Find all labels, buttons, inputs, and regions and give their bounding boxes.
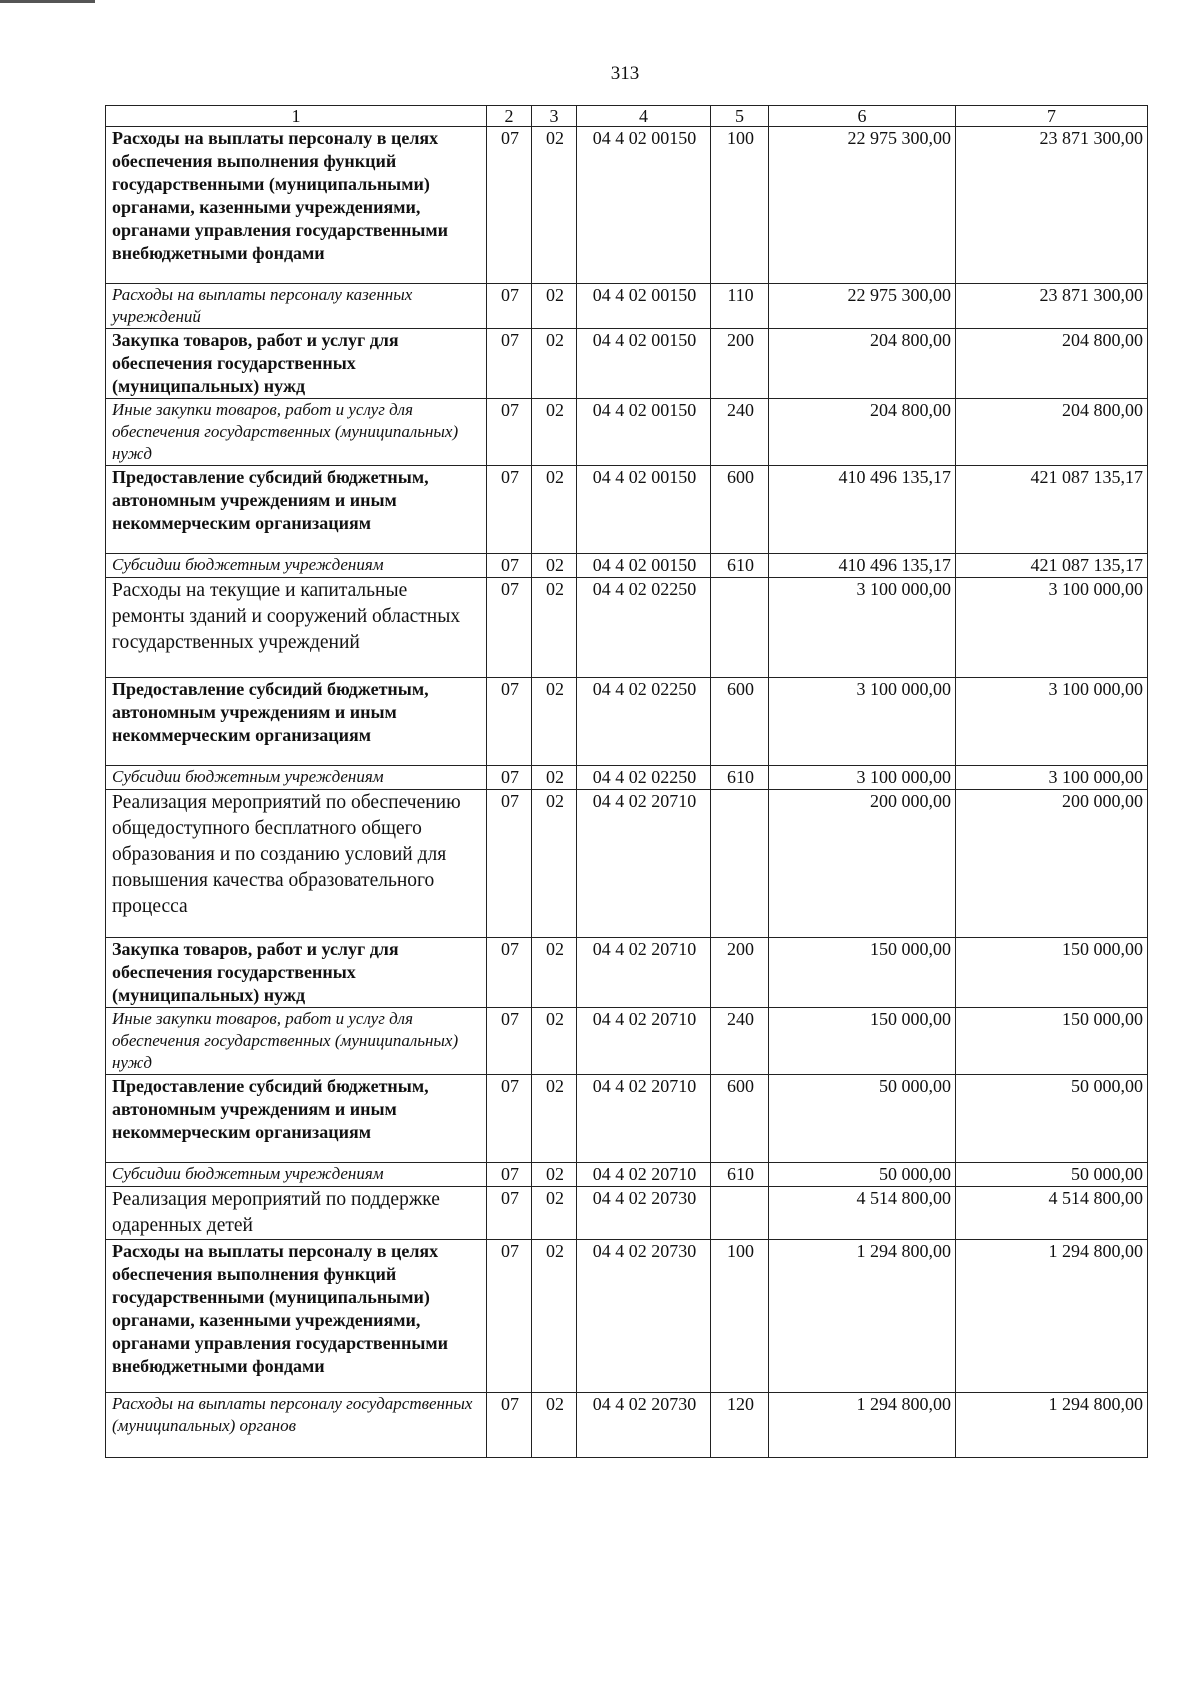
row-target-code: 04 4 02 00150 [577, 554, 711, 578]
row-name: Предоставление субсидий бюджетным, автономным учреждениям и иным некоммерческим организациям [106, 1075, 487, 1163]
row-subsection: 02 [532, 329, 577, 399]
row-expense-type [711, 578, 769, 678]
row-amount-1: 204 800,00 [769, 399, 956, 466]
row-section: 07 [487, 1075, 532, 1163]
row-amount-1: 410 496 135,17 [769, 554, 956, 578]
header-col-1: 1 [106, 106, 487, 127]
row-section: 07 [487, 399, 532, 466]
row-subsection: 02 [532, 766, 577, 790]
row-amount-2: 200 000,00 [956, 790, 1148, 938]
table-row [106, 1393, 1148, 1458]
row-amount-1: 22 975 300,00 [769, 127, 956, 284]
header-col-2: 2 [487, 106, 532, 127]
table-row [106, 284, 1148, 329]
row-subsection: 02 [532, 1163, 577, 1187]
row-subsection: 02 [532, 1008, 577, 1075]
row-section: 07 [487, 1393, 532, 1458]
table-row [106, 578, 1148, 678]
row-section: 07 [487, 678, 532, 766]
header-col-4: 4 [577, 106, 711, 127]
row-subsection: 02 [532, 938, 577, 1008]
row-expense-type [711, 790, 769, 938]
row-amount-2: 204 800,00 [956, 399, 1148, 466]
row-expense-type: 240 [711, 399, 769, 466]
row-subsection: 02 [532, 1393, 577, 1458]
row-subsection: 02 [532, 578, 577, 678]
row-name: Иные закупки товаров, работ и услуг для обеспечения государственных (муниципальных) нужд [106, 1008, 487, 1075]
row-amount-1: 50 000,00 [769, 1075, 956, 1163]
row-section: 07 [487, 1240, 532, 1393]
row-expense-type: 100 [711, 1240, 769, 1393]
row-amount-2: 204 800,00 [956, 329, 1148, 399]
row-name: Расходы на текущие и капитальные ремонты зданий и сооружений областных государственных учреждений [106, 578, 487, 678]
row-subsection: 02 [532, 554, 577, 578]
row-subsection: 02 [532, 1187, 577, 1240]
row-amount-1: 1 294 800,00 [769, 1393, 956, 1458]
row-amount-2: 3 100 000,00 [956, 766, 1148, 790]
row-amount-2: 1 294 800,00 [956, 1393, 1148, 1458]
row-target-code: 04 4 02 02250 [577, 766, 711, 790]
row-target-code: 04 4 02 00150 [577, 127, 711, 284]
table-row [106, 678, 1148, 766]
row-amount-2: 50 000,00 [956, 1075, 1148, 1163]
row-subsection: 02 [532, 678, 577, 766]
row-section: 07 [487, 766, 532, 790]
row-target-code: 04 4 02 00150 [577, 399, 711, 466]
row-expense-type: 200 [711, 938, 769, 1008]
row-section: 07 [487, 790, 532, 938]
row-section: 07 [487, 1163, 532, 1187]
row-amount-2: 23 871 300,00 [956, 127, 1148, 284]
row-name: Расходы на выплаты персоналу в целях обеспечения выполнения функций государственными (муниципальными) органами, казенными учреждениями, органами управления государственными внебюджетными фондами [106, 127, 487, 284]
table-row [106, 766, 1148, 790]
row-target-code: 04 4 02 00150 [577, 329, 711, 399]
row-name: Реализация мероприятий по обеспечению общедоступного бесплатного общего образования и по созданию условий для повышения качества образовательного процесса [106, 790, 487, 938]
row-expense-type: 200 [711, 329, 769, 399]
row-section: 07 [487, 284, 532, 329]
row-expense-type: 110 [711, 284, 769, 329]
row-amount-1: 4 514 800,00 [769, 1187, 956, 1240]
row-subsection: 02 [532, 1075, 577, 1163]
row-target-code: 04 4 02 20710 [577, 1163, 711, 1187]
row-subsection: 02 [532, 790, 577, 938]
header-col-5: 5 [711, 106, 769, 127]
row-name: Закупка товаров, работ и услуг для обеспечения государственных (муниципальных) нужд [106, 938, 487, 1008]
row-amount-2: 150 000,00 [956, 938, 1148, 1008]
row-target-code: 04 4 02 00150 [577, 284, 711, 329]
table-row [106, 938, 1148, 1008]
row-name: Субсидии бюджетным учреждениям [106, 766, 487, 790]
row-expense-type: 240 [711, 1008, 769, 1075]
row-name: Реализация мероприятий по поддержке одаренных детей [106, 1187, 487, 1240]
row-amount-1: 150 000,00 [769, 938, 956, 1008]
row-section: 07 [487, 1008, 532, 1075]
table-row [106, 1008, 1148, 1075]
row-name: Предоставление субсидий бюджетным, автономным учреждениям и иным некоммерческим организациям [106, 466, 487, 554]
row-section: 07 [487, 938, 532, 1008]
table-row [106, 1187, 1148, 1240]
row-expense-type: 610 [711, 554, 769, 578]
row-subsection: 02 [532, 284, 577, 329]
row-section: 07 [487, 578, 532, 678]
row-amount-1: 50 000,00 [769, 1163, 956, 1187]
row-expense-type: 600 [711, 1075, 769, 1163]
row-target-code: 04 4 02 02250 [577, 578, 711, 678]
table-row [106, 329, 1148, 399]
row-amount-1: 150 000,00 [769, 1008, 956, 1075]
table-row [106, 399, 1148, 466]
row-expense-type [711, 1187, 769, 1240]
header-row [106, 106, 1148, 127]
budget-table [105, 105, 1148, 1458]
row-expense-type: 600 [711, 678, 769, 766]
row-target-code: 04 4 02 20710 [577, 938, 711, 1008]
row-name: Субсидии бюджетным учреждениям [106, 554, 487, 578]
row-section: 07 [487, 329, 532, 399]
row-amount-1: 3 100 000,00 [769, 578, 956, 678]
row-amount-2: 421 087 135,17 [956, 554, 1148, 578]
row-name: Субсидии бюджетным учреждениям [106, 1163, 487, 1187]
row-amount-2: 421 087 135,17 [956, 466, 1148, 554]
row-subsection: 02 [532, 1240, 577, 1393]
row-subsection: 02 [532, 127, 577, 284]
row-name: Иные закупки товаров, работ и услуг для обеспечения государственных (муниципальных) нужд [106, 399, 487, 466]
row-target-code: 04 4 02 20710 [577, 1075, 711, 1163]
row-amount-2: 3 100 000,00 [956, 578, 1148, 678]
row-amount-1: 410 496 135,17 [769, 466, 956, 554]
row-name: Расходы на выплаты персоналу государственных (муниципальных) органов [106, 1393, 487, 1458]
table-row [106, 1075, 1148, 1163]
row-target-code: 04 4 02 20710 [577, 790, 711, 938]
header-col-6: 6 [769, 106, 956, 127]
row-target-code: 04 4 02 02250 [577, 678, 711, 766]
row-section: 07 [487, 466, 532, 554]
table-row [106, 790, 1148, 938]
row-expense-type: 120 [711, 1393, 769, 1458]
table-row [106, 127, 1148, 284]
row-section: 07 [487, 127, 532, 284]
row-target-code: 04 4 02 20710 [577, 1008, 711, 1075]
row-expense-type: 100 [711, 127, 769, 284]
row-amount-1: 22 975 300,00 [769, 284, 956, 329]
row-subsection: 02 [532, 466, 577, 554]
row-amount-1: 3 100 000,00 [769, 678, 956, 766]
table-row [106, 554, 1148, 578]
row-name: Расходы на выплаты персоналу казенных учреждений [106, 284, 487, 329]
row-name: Предоставление субсидий бюджетным, автономным учреждениям и иным некоммерческим организациям [106, 678, 487, 766]
scan-edge-mark [0, 0, 95, 3]
table-row [106, 1240, 1148, 1393]
header-col-3: 3 [532, 106, 577, 127]
row-expense-type: 600 [711, 466, 769, 554]
header-col-7: 7 [956, 106, 1148, 127]
row-amount-1: 1 294 800,00 [769, 1240, 956, 1393]
row-name: Расходы на выплаты персоналу в целях обеспечения выполнения функций государственными (муниципальными) органами, казенными учреждениями, органами управления государственными внебюджетными фондами [106, 1240, 487, 1393]
row-target-code: 04 4 02 00150 [577, 466, 711, 554]
row-amount-2: 23 871 300,00 [956, 284, 1148, 329]
row-subsection: 02 [532, 399, 577, 466]
row-target-code: 04 4 02 20730 [577, 1187, 711, 1240]
row-expense-type: 610 [711, 766, 769, 790]
row-target-code: 04 4 02 20730 [577, 1393, 711, 1458]
row-amount-1: 204 800,00 [769, 329, 956, 399]
row-amount-2: 50 000,00 [956, 1163, 1148, 1187]
row-amount-2: 3 100 000,00 [956, 678, 1148, 766]
row-amount-2: 1 294 800,00 [956, 1240, 1148, 1393]
page-number: 313 [610, 63, 640, 84]
table-row [106, 1163, 1148, 1187]
row-expense-type: 610 [711, 1163, 769, 1187]
row-amount-2: 150 000,00 [956, 1008, 1148, 1075]
row-amount-1: 200 000,00 [769, 790, 956, 938]
row-section: 07 [487, 554, 532, 578]
row-target-code: 04 4 02 20730 [577, 1240, 711, 1393]
row-name: Закупка товаров, работ и услуг для обеспечения государственных (муниципальных) нужд [106, 329, 487, 399]
table-row [106, 466, 1148, 554]
row-amount-1: 3 100 000,00 [769, 766, 956, 790]
row-amount-2: 4 514 800,00 [956, 1187, 1148, 1240]
table-body [106, 127, 1148, 1458]
row-section: 07 [487, 1187, 532, 1240]
